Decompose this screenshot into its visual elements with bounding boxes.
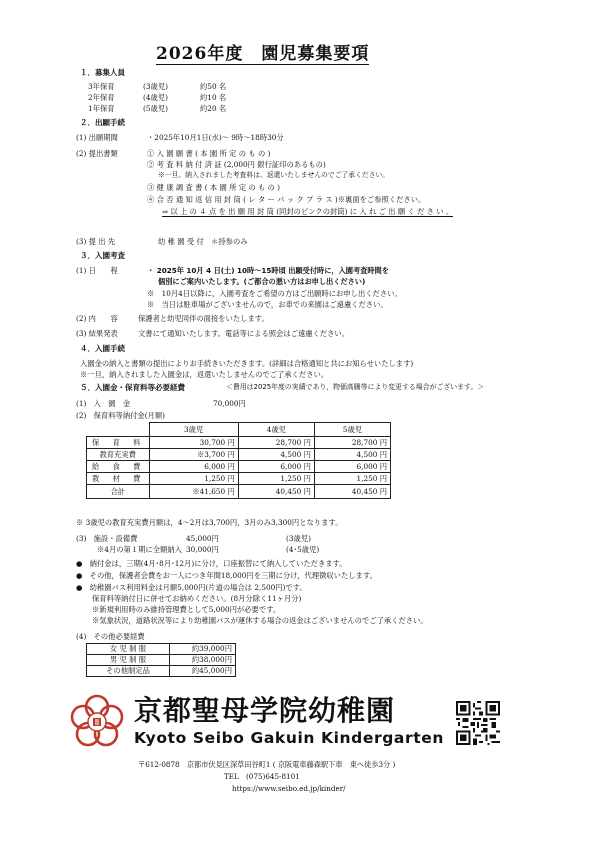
section-1-heading: １．募集人員 (80, 68, 125, 77)
bullet-item (76, 583, 307, 592)
capacity-row (88, 104, 227, 113)
fee-row (87, 449, 391, 461)
uniform-label: その他制定品 (87, 666, 170, 677)
doc-4: ④ 合 否 通 知 返 信 用 封 筒 ( レ タ ー パ ッ ク プ ラ ス )※裏面をご参照ください。 (147, 195, 426, 204)
facility-value-2: 30,000円 (186, 545, 219, 554)
fee-cell: 28,700 円 (238, 437, 314, 449)
school-name-ja: 京都聖母学院幼稚園 (134, 694, 396, 727)
capacity-row (88, 93, 227, 102)
fee-row-total (87, 485, 391, 499)
fee-table-note: ※ 3歳児の教育充実費月額は，4～2月は3,700円，3月のみ3,300円となります。 (76, 518, 343, 527)
capacity-count: 約20 名 (200, 104, 227, 113)
uniform-row (87, 666, 236, 677)
capacity-age: (4歳児) (143, 93, 168, 102)
fee-cell: ※3,700 円 (149, 449, 238, 461)
fee-header: 3歳児 (149, 423, 238, 437)
fee-cell: 28,700 円 (314, 437, 390, 449)
result-label: (3) 結果発表 (76, 329, 118, 338)
section-5-note: ＜費用は2025年度の実績であり，物価高騰等により変更する場合がございます。＞ (226, 383, 485, 391)
qr-code-icon[interactable] (456, 701, 500, 745)
uniform-value: 約38,000円 (170, 655, 236, 666)
fee-cell: 6,000 円 (238, 461, 314, 473)
exam-date-value: ・ 2025年 10月 4 日(土) 10時～15時頃 出願受付時に，入園考査時間を (147, 266, 389, 275)
capacity-row (88, 82, 227, 91)
exam-content-label: (2) 内 容 (76, 314, 118, 323)
fee-row-label: 保 育 料 (87, 437, 150, 449)
bus-note: 保育料等納付日に併せてお納めください。(8月分除く11ヶ月分) (92, 594, 302, 603)
bullet-text: その他，保護者会費をお一人につき年間18,000円を三期に分け，代理徴収いたします。 (89, 571, 377, 580)
bullet-item (76, 571, 377, 580)
fee-cell: 4,500 円 (314, 449, 390, 461)
facility-value: 45,000円 (186, 534, 219, 543)
uniform-row (87, 655, 236, 666)
fee-cell: 6,000 円 (314, 461, 390, 473)
telephone: TEL (075)645-8101 (224, 772, 300, 781)
uniform-value: 約45,000円 (170, 666, 236, 677)
fee-table-corner (87, 423, 150, 437)
website-link[interactable]: https://www.seibo.ed.jp/kinder/ (232, 784, 346, 793)
fee-table (86, 422, 391, 499)
entrance-fee-label: (1) 入 園 金 (76, 399, 131, 408)
uniform-row (87, 644, 236, 655)
bullet-icon: ● (76, 559, 83, 568)
flower-logo-icon (68, 693, 126, 751)
doc-2-note: ※一旦、納入されました考査料は、返還いたしませんのでご了承ください。 (158, 171, 390, 179)
fee-cell: ※41,650 円 (149, 485, 238, 499)
fee-row-label: 教育充実費 (87, 449, 150, 461)
bus-note: ※気象状況，道路状況等により幼稚園バスが運休する場合の返金はございませんのでご了承ください。 (92, 616, 428, 625)
other-fees-label: (4) その他必要経費 (76, 632, 145, 641)
fee-row (87, 461, 391, 473)
exam-date-label: (1) 日 程 (76, 266, 118, 275)
fee-header: 5歳児 (314, 423, 390, 437)
uniform-label: 男 児 制 服 (87, 655, 170, 666)
uniform-value: 約39,000円 (170, 644, 236, 655)
exam-note-1: ※ 10月4日以降に，入園考査をご希望の方はご出願時にお申し出ください。 (147, 289, 402, 298)
page-title: 2026年度 園児募集要項 (156, 39, 369, 65)
exam-date-value-2: 個別にご案内いたします。(ご都合の悪い方はお申し出ください) (158, 277, 366, 286)
capacity-count: 約10 名 (200, 93, 227, 102)
exam-content-value: 保護者と幼児同伴の面接をいたします。 (138, 314, 269, 323)
doc-1: ① 入 園 願 書 ( 本 園 所 定 の も の ) (147, 149, 271, 158)
capacity-year: 3年保育 (88, 82, 115, 91)
monthly-fee-label: (2) 保育料等納付金(月額) (76, 411, 165, 420)
procedure-line-2: ※一旦，納入されました入園金は，返還いたしませんのでご了承ください。 (80, 370, 329, 379)
bullet-icon: ● (76, 571, 83, 580)
submit-value: 幼 稚 園 受 付 ＊持参のみ (158, 237, 248, 246)
submit-label: (3) 提 出 先 (76, 237, 116, 246)
capacity-age: (5歳児) (143, 104, 168, 113)
bullet-icon: ● (76, 583, 83, 592)
bullet-text: 納付金は，三期(4月･8月･12月)に分け，口座振替にて納入していただきます。 (89, 559, 347, 568)
uniform-label: 女 児 制 服 (87, 644, 170, 655)
fee-cell: 1,250 円 (149, 473, 238, 485)
doc-2: ② 考 査 料 納 付 済 証 (2,000円 銀行証印のあるもの) (147, 160, 326, 169)
fee-cell: 40,450 円 (314, 485, 390, 499)
bus-note: ※新規利用時のみ維持管理費として5,000円が必要です。 (92, 605, 281, 614)
section-3-heading: ３．入園考査 (80, 251, 125, 260)
fee-cell: 6,000 円 (149, 461, 238, 473)
section-4-heading: ４．入園手続 (80, 344, 125, 353)
facility-age-2: (4･5歳児) (286, 545, 320, 554)
capacity-age: (3歳児) (143, 82, 168, 91)
capacity-year: 1年保育 (88, 104, 115, 113)
fee-row-label: 給 食 費 (87, 461, 150, 473)
school-name-en: Kyoto Seibo Gakuin Kindergarten (134, 729, 444, 747)
fee-row-label: 合計 (87, 485, 150, 499)
doc-4-note: ⇒ 以 上 の ４ 点 を 出 願 用 封 筒 (同封のピンクの封筒) に 入 れ ご 出 願 く だ さ い 。 (162, 207, 454, 216)
address: 〒612-0878 京都市伏見区深草田谷町1 ( 京阪電車藤森駅下車 東へ徒歩3分 ) (138, 760, 396, 769)
entrance-fee-value: 70,000円 (213, 399, 246, 408)
period-value: ・2025年10月1日(水)～ 9時～18時30分 (147, 133, 284, 142)
fee-header: 4歳児 (238, 423, 314, 437)
facility-label: (3) 施設・設備費 (76, 534, 138, 543)
fee-cell: 4,500 円 (238, 449, 314, 461)
fee-cell: 40,450 円 (238, 485, 314, 499)
facility-note: ※4月の第１期に全額納入 (97, 545, 182, 554)
capacity-year: 2年保育 (88, 93, 115, 102)
uniform-table (86, 643, 236, 677)
doc-3: ③ 健 康 調 査 書 ( 本 園 所 定 の も の ) (147, 183, 281, 192)
fee-cell: 1,250 円 (238, 473, 314, 485)
result-value: 文書にて通知いたします。電話等による照会はご遠慮ください。 (138, 329, 350, 338)
section-2-heading: ２．出願手続 (80, 118, 125, 127)
docs-label: (2) 提出書類 (76, 149, 118, 158)
fee-row (87, 473, 391, 485)
fee-cell: 1,250 円 (314, 473, 390, 485)
fee-cell: 30,700 円 (149, 437, 238, 449)
period-label: (1) 出願期間 (76, 133, 118, 142)
section-5-heading: ５．入園金・保育料等必要経費 (80, 383, 185, 392)
fee-row-label: 教 材 費 (87, 473, 150, 485)
bullet-item (76, 559, 347, 568)
bullet-text: 幼稚園バス利用料金は月額5,000円(片道の場合は 2,500円)です。 (89, 583, 307, 592)
fee-row (87, 437, 391, 449)
capacity-count: 約50 名 (200, 82, 227, 91)
procedure-line-1: 入園金の納入と書類の提出によりお手続きいただきます。(詳細は合格通知と共にお知らせいたします) (80, 359, 414, 368)
exam-note-2: ※ 当日は駐車場がございませんので，お車での来園はご遠慮ください。 (147, 300, 388, 309)
facility-age: (3歳児) (286, 534, 311, 543)
